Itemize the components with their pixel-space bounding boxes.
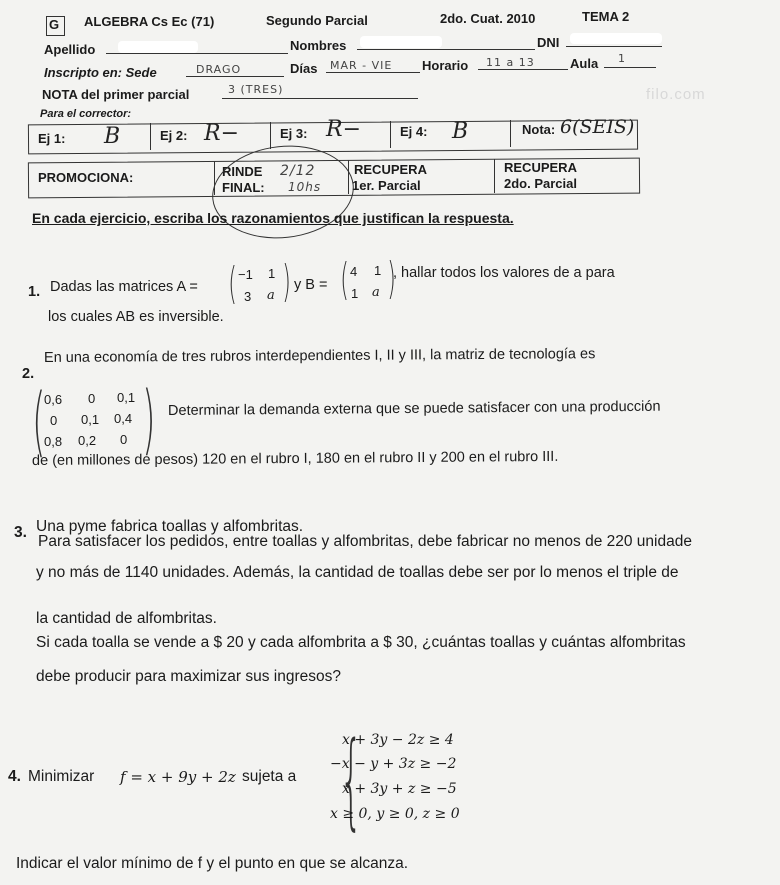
promo-divider-3 [494, 159, 495, 193]
q1-text-line2: los cuales AB es inversible. [48, 309, 224, 325]
g-box-label: G [49, 17, 60, 32]
q1-text-post: , hallar todos los valores de a para [393, 265, 615, 281]
final-label: FINAL: [222, 180, 265, 195]
q3-number: 3. [14, 524, 27, 541]
q2-number: 2. [22, 366, 35, 382]
q2-m32: 0,2 [78, 433, 97, 448]
corrector-title: Para el corrector: [40, 108, 132, 120]
q2-m33: 0 [120, 432, 128, 447]
tema: TEMA 2 [582, 9, 630, 24]
ej2-grade: R− [204, 121, 239, 146]
horario-label: Horario [422, 58, 469, 73]
dni-label: DNI [537, 35, 560, 50]
horario-value: 11 a 13 [486, 56, 535, 69]
q2-m12: 0 [88, 391, 96, 406]
course-title: ALGEBRA Cs Ec (71) [84, 14, 215, 29]
q4-constraint-2: −x − y + 3z ≥ −2 [330, 756, 457, 772]
dni-line [566, 46, 662, 47]
corrector-divider-2 [270, 122, 271, 149]
promociona-label: PROMOCIONA: [38, 170, 134, 185]
final-value: 10hs [288, 180, 322, 194]
ej1-label: Ej 1: [38, 131, 66, 146]
sede-line [186, 76, 284, 77]
nota-grade: 6(SEIS) [560, 116, 635, 138]
nota-label: Nota: [522, 122, 556, 137]
q2-m22: 0,1 [81, 412, 100, 427]
q4-final-text: Indicar el valor mínimo de f y el punto en que se alcanza. [16, 855, 409, 872]
q2-text-line3: de (en millones de pesos) 120 en el rubro I, 180 en el rubro II y 200 en el rubro III. [31, 448, 559, 469]
corrector-divider-3 [390, 121, 391, 148]
q2-m13: 0,1 [117, 390, 136, 405]
nombres-label: Nombres [290, 38, 347, 53]
q1-b21: 1 [351, 286, 359, 301]
q3-text-line4: la cantidad de alfombritas. [36, 610, 217, 627]
q4-minimizar: Minimizar [28, 768, 95, 785]
dias-line [326, 72, 420, 73]
q2-m31: 0,8 [44, 434, 63, 449]
q3-text-line6: debe producir para maximizar sus ingresos? [36, 668, 341, 685]
recupera-1-label: RECUPERA [354, 162, 427, 177]
nombres-line [357, 49, 535, 50]
q1-number: 1. [28, 284, 41, 300]
q4-brace: { [339, 719, 363, 841]
q2-m23: 0,4 [114, 411, 133, 426]
recupera-2-label: RECUPERA [504, 160, 577, 175]
ej2-label: Ej 2: [160, 128, 188, 143]
q2-text-line1: En una economía de tres rubros interdependientes I, II y III, la matriz de tecnología es [43, 346, 596, 366]
exam-title: Segundo Parcial [266, 13, 368, 28]
q1-a21: 3 [244, 289, 252, 304]
q3-text-line5: Si cada toalla se vende a $ 20 y cada alfombrita a $ 30, ¿cuántas toallas y cuántas alfombritas [36, 634, 686, 651]
q1-text-pre: Dadas las matrices A = [50, 279, 198, 295]
q4-objective: f = x + 9y + 2z [120, 768, 236, 786]
q4-number: 4. [8, 768, 21, 785]
dias-value: MAR - VIE [330, 59, 393, 72]
sede-value: DRAGO [196, 63, 242, 76]
aula-value: 1 [618, 52, 626, 65]
q1-a11: −1 [238, 267, 253, 282]
rinde-circle-mark [208, 139, 359, 245]
q1-a22: a [267, 288, 275, 303]
q1-matrix-a-left-paren: ( [228, 258, 237, 309]
corrector-divider-1 [150, 123, 151, 150]
ej4-grade: B [452, 119, 469, 144]
q1-matrix-b-left-paren: ( [340, 254, 349, 305]
q1-matrix-a-right-paren: ) [282, 256, 291, 307]
apellido-label: Apellido [44, 42, 96, 57]
nota-primer-parcial-value: 3 (TRES) [228, 83, 284, 96]
apellido-line [106, 53, 288, 54]
term: 2do. Cuat. 2010 [440, 11, 536, 26]
q1-b22: a [372, 285, 380, 300]
aula-line [604, 67, 656, 68]
rinde-label: RINDE [222, 164, 263, 179]
q2-text-right: Determinar la demanda externa que se puede satisfacer con una producción [167, 398, 661, 419]
q1-b11: 4 [350, 264, 358, 279]
q3-text-line2: Para satisfacer los pedidos, entre toallas y alfombritas, debe fabricar no menos de 220 unidade [38, 533, 692, 550]
q1-b12: 1 [374, 263, 382, 278]
nombres-redaction [360, 36, 442, 48]
rinde-value: 2/12 [280, 163, 316, 179]
dias-label: Días [290, 61, 318, 76]
dni-redaction [570, 33, 662, 44]
instruction: En cada ejercicio, escriba los razonamientos que justifican la respuesta. [32, 210, 514, 226]
q2-matrix-left-paren: ( [32, 376, 46, 465]
q3-text-line1: Una pyme fabrica toallas y alfombritas. [36, 518, 304, 535]
recupera-1-sub: 1er. Parcial [352, 178, 421, 193]
ej3-grade: R− [326, 117, 361, 142]
q1-a12: 1 [268, 266, 276, 281]
nota-primer-parcial-label: NOTA del primer parcial [42, 87, 190, 102]
nota-primer-parcial-line [222, 98, 418, 99]
q1-matrix-b-right-paren: ) [387, 253, 396, 304]
q2-matrix-right-paren: ) [142, 374, 156, 463]
q4-constraint-3: x + 3y + z ≥ −5 [342, 781, 457, 797]
apellido-redaction [118, 41, 198, 53]
q4-constraint-4: x ≥ 0, y ≥ 0, z ≥ 0 [330, 806, 460, 822]
watermark: filo.com [646, 86, 706, 103]
q3-text-line3: y no más de 1140 unidades. Además, la cantidad de toallas debe ser por lo menos el triple de [36, 564, 679, 581]
q2-m21: 0 [50, 413, 58, 428]
horario-line [478, 69, 568, 70]
recupera-2-sub: 2do. Parcial [504, 176, 577, 191]
q2-m11: 0,6 [44, 392, 63, 407]
q4-sujeta: sujeta a [242, 768, 297, 785]
q1-text-mid: y B = [294, 277, 328, 293]
corrector-divider-4 [510, 120, 511, 147]
ej4-label: Ej 4: [400, 124, 428, 139]
q4-constraint-1: x + 3y − 2z ≥ 4 [342, 732, 454, 748]
inscripto-label: Inscripto en: Sede [44, 65, 157, 80]
aula-label: Aula [570, 56, 599, 71]
ej1-grade: B [104, 124, 121, 149]
ej3-label: Ej 3: [280, 126, 308, 141]
